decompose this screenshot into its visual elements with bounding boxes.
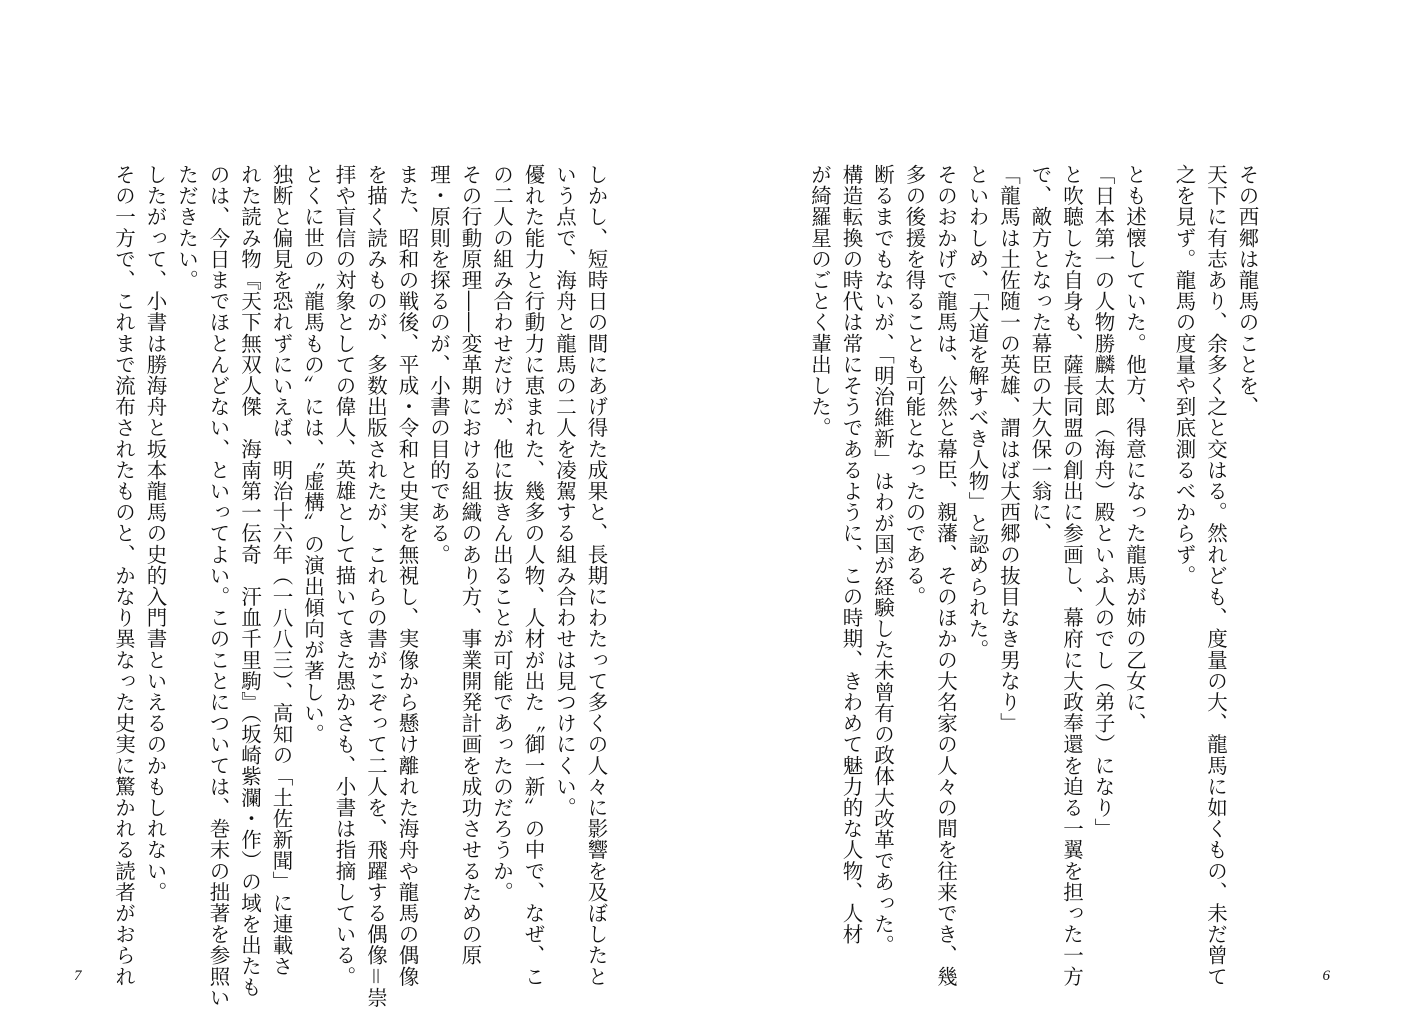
text-line: 優れた能力と行動力に恵まれた、幾多の人物、人材が出た〝御一新〟の中で、なぜ、こ <box>521 164 545 987</box>
text-line: を描く読みものが、多数出版されたが、これらの書がこぞって二人を、飛躍する偶像＝崇 <box>363 164 388 1008</box>
text-line: 拝や盲信の対象としての偉人、英雄として描いてきた愚かさも、小書は指摘している。 <box>332 164 356 987</box>
text-line: とくに世の〝龍馬もの〟には、〝虚構〟の演出傾向が著しい。 <box>300 164 325 745</box>
text-line: その一方で、これまで流布されたものと、かなり異なった史実に驚かれる読者がおられ <box>111 164 136 987</box>
text-line: が綺羅星のごとく輩出した。 <box>807 164 832 439</box>
text-line: ただきたい。 <box>174 164 199 291</box>
text-line: といわしめ、「大道を解すべき人物」と認められた。 <box>965 164 989 661</box>
left-page-text <box>81 164 611 1008</box>
text-line: 「龍馬は土佐随一の英雄、謂はば大西郷の抜目なき男なり」 <box>996 164 1021 734</box>
text-line: その西郷は龍馬のことを、 <box>1235 164 1259 418</box>
text-line: 之を見ず。龍馬の度量や到底測るべからず。 <box>1172 164 1196 586</box>
text-line: したがって、小書は勝海舟と坂本龍馬の史的入門書といえるのかもしれない。 <box>143 164 167 903</box>
text-line: しかし、短時日の間にあげ得た成果と、長期にわたって多くの人々に影響を及ぼしたと <box>584 164 608 987</box>
text-line: 構造転換の時代は常にそうであるように、この時期、きわめて魅力的な人物、人材 <box>839 164 863 945</box>
text-line: で、敵方となった幕臣の大久保一翁に、 <box>1028 164 1052 544</box>
right-page-text <box>807 164 1262 987</box>
text-line: 独断と偏見を恐れずにいえば、明治十六年（一八八三）、高知の「土佐新聞」に連載さ <box>269 164 293 977</box>
text-line: その行動原理――変革期における組織のあり方、事業開発計画を成功させるための原 <box>458 164 482 966</box>
text-line: の二人の組み合わせだけが、他に抜きん出ることが可能であったのだろうか。 <box>489 164 514 903</box>
text-line: れた読み物『天下無双人傑 海南第一伝奇 汗血千里駒』（坂崎紫瀾・作）の域を出たも <box>237 164 262 998</box>
text-line: と吹聴した自身も、薩長同盟の創出に参画し、幕府に大政奉還を迫る一翼を担った一方 <box>1059 164 1084 987</box>
text-line: 多の後援を得ることも可能となったのである。 <box>902 164 926 608</box>
page-number: 6 <box>1322 968 1330 984</box>
text-line: また、昭和の戦後、平成・令和と史実を無視し、実像から懸け離れた海舟や龍馬の偶像 <box>395 164 419 987</box>
text-line: 理・原則を探るのが、小書の目的である。 <box>426 164 451 565</box>
page-number: 7 <box>74 968 82 984</box>
text-line: とも述懐していた。他方、得意になった龍馬が姉の乙女に、 <box>1122 164 1147 734</box>
text-line: 断るまでもないが、「明治維新」はわが国が経験した未曾有の政体大改革であった。 <box>870 164 895 956</box>
text-line: のは、今日までほとんどない、といってよい。このことについては、巻末の拙著を参照い <box>206 164 230 1008</box>
text-line: 「日本第一の人物勝麟太郎（海舟）殿といふ人のでし（弟子）になり」 <box>1091 164 1115 840</box>
text-line: 天下に有志あり、余多く之と交はる。然れども、度量の大、龍馬に如くもの、未だ曾て <box>1203 164 1228 987</box>
right-page <box>701 0 1402 1020</box>
text-line: そのおかげで龍馬は、公然と幕臣、親藩、そのほかの大名家の人々の間を往来でき、幾 <box>933 164 958 987</box>
text-line: いう点で、海舟と龍馬の二人を凌駕する組み合わせは見つけにくい。 <box>552 164 577 819</box>
